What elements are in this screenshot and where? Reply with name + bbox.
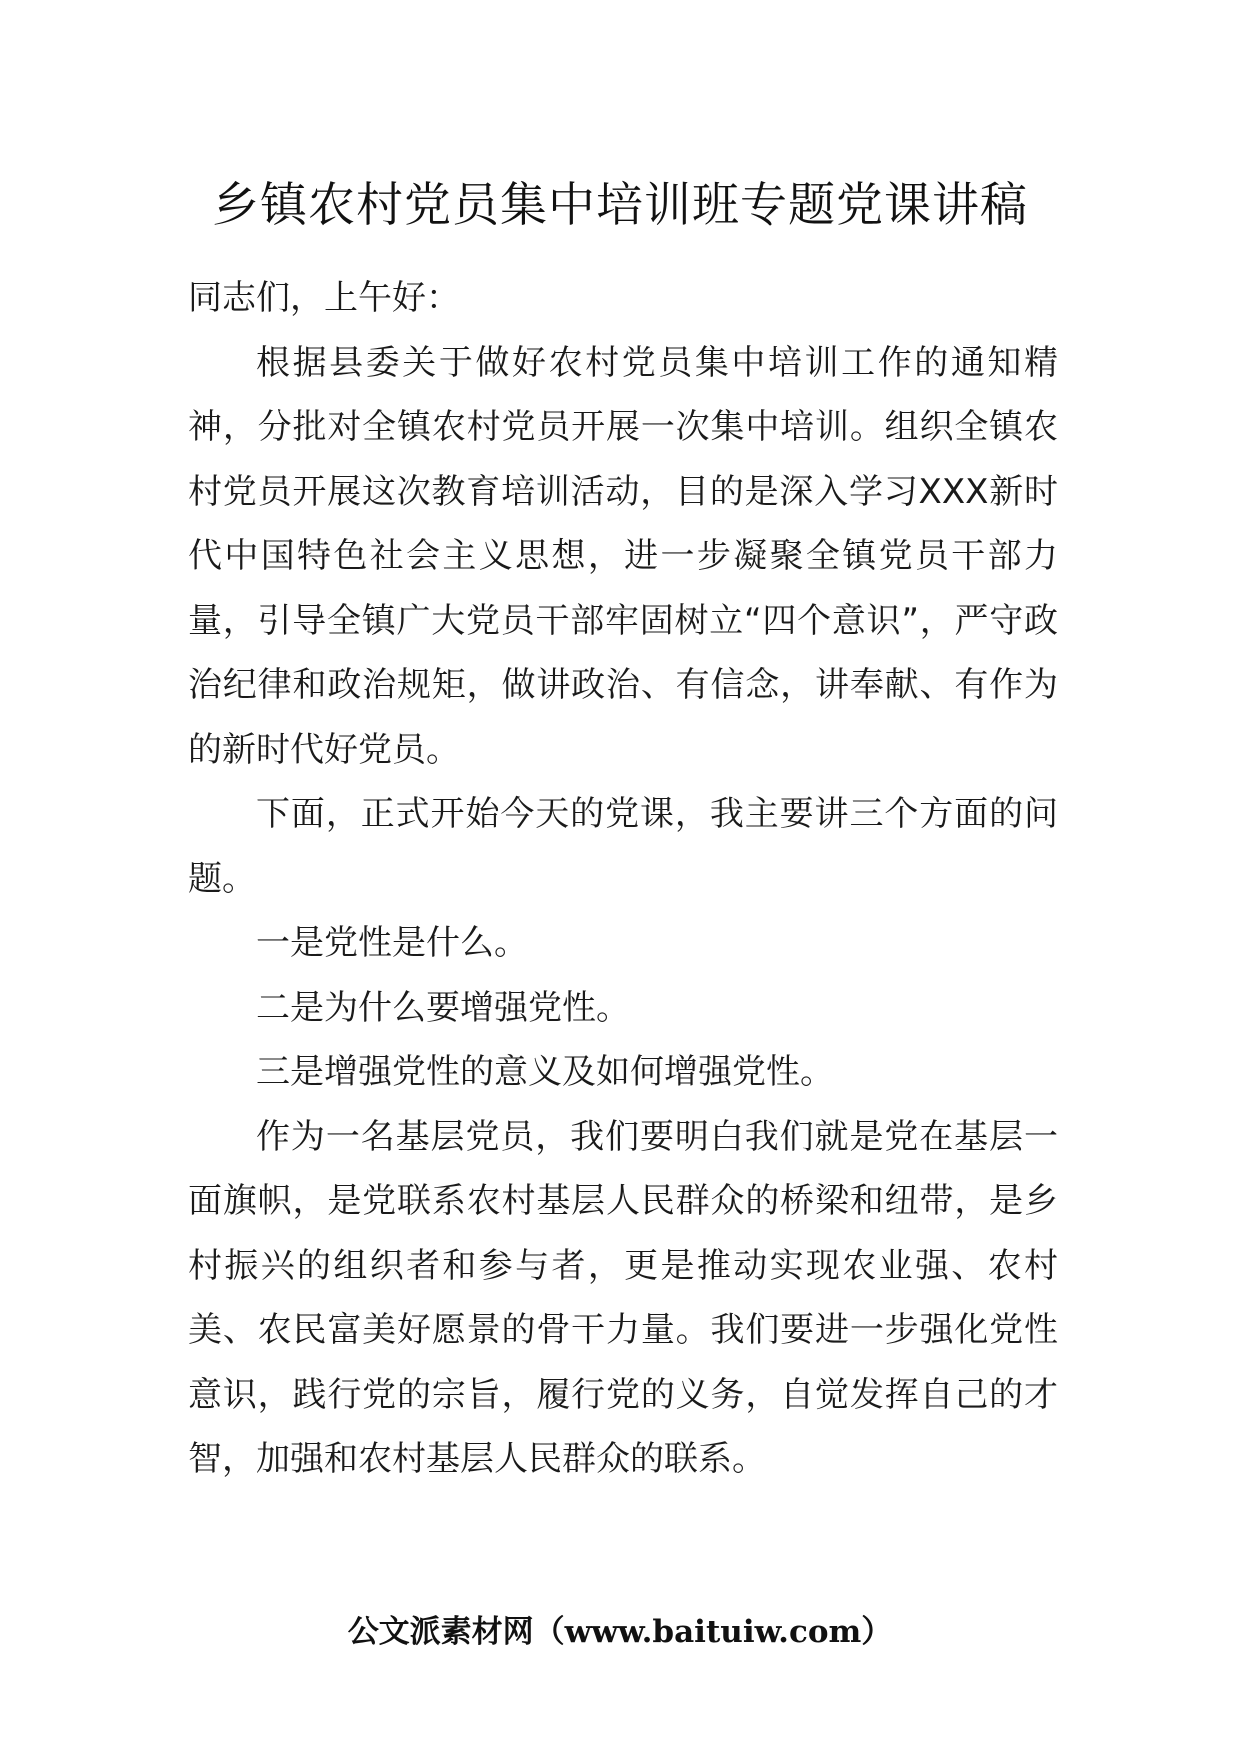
paragraph-grassroots: 作为一名基层党员，我们要明白我们就是党在基层一面旗帜，是党联系农村基层人民群众的桥梁和纽带，是乡村振兴的组织者和参与者，更是推动实现农业强、农村美、农民富美好愿景的骨干力量。我们要进一步强化党性意识，践行党的宗旨，履行党的义务，自觉发挥自己的才智，加强和农村基层人民群众的联系。 xyxy=(188,1116,1058,1479)
paragraph-intro: 根据县委关于做好农村党员集中培训工作的通知精神，分批对全镇农村党员开展一次集中培训。组织全镇农村党员开展这次教育培训活动，目的是深入学习XXX新时代中国特色社会主义思想，进一步凝聚全镇党员干部力量，引导全镇广大党员干部牢固树立“四个意识”，严守政治纪律和政治规矩，做讲政治、有信念，讲奉献、有作为的新时代好党员。 xyxy=(188,342,1058,770)
document-body xyxy=(188,266,1058,1492)
paragraph-outline: 下面，正式开始今天的党课，我主要讲三个方面的问题。 xyxy=(188,794,1058,899)
document-title: 乡镇农村党员集中培训班专题党课讲稿 xyxy=(212,178,1028,233)
greeting: 同志们，上午好： xyxy=(188,278,460,318)
paragraph-point-two: 二是为什么要增强党性。 xyxy=(256,987,630,1028)
paragraph-point-one: 一是党性是什么。 xyxy=(256,923,528,963)
footer-watermark: 公文派素材网（www.baituiw.com） xyxy=(347,1614,893,1650)
paragraph-point-three: 三是增强党性的意义及如何增强党性。 xyxy=(256,1052,834,1092)
